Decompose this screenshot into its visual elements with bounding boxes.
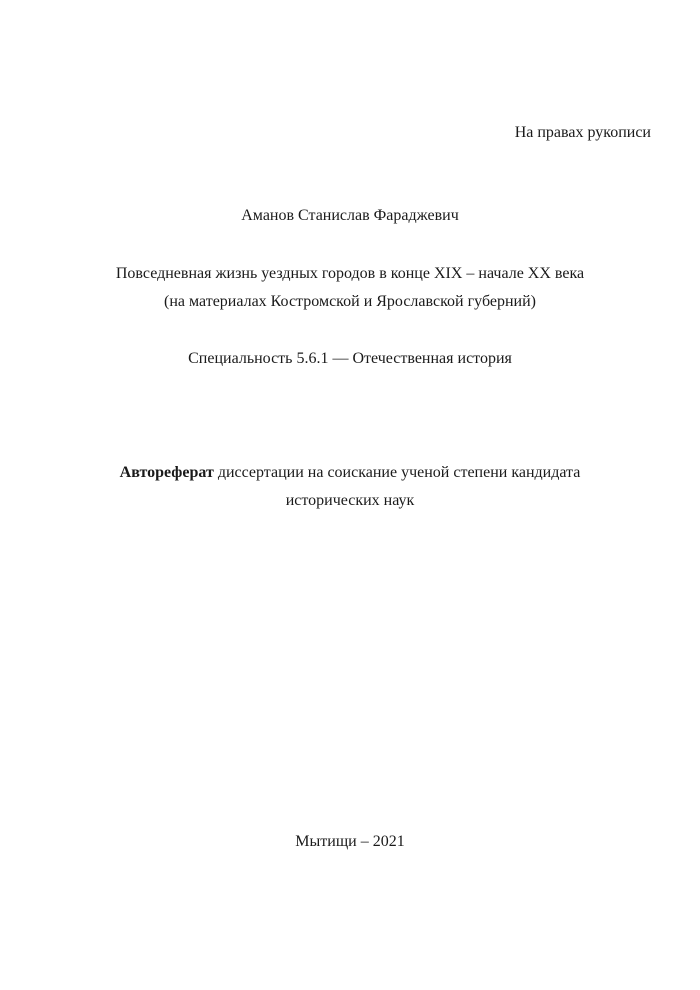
- abstract-line-1: [0, 463, 700, 483]
- abstract-line-1-rest: диссертации на соискание ученой степени кандидата: [213, 464, 581, 481]
- author-name: Аманов Станислав Фараджевич: [241, 207, 459, 224]
- abstract-bold-word: Автореферат: [119, 464, 214, 481]
- place-year: Мытищи – 2021: [295, 833, 405, 850]
- specialty: Специальность 5.6.1 — Отечественная история: [188, 350, 512, 367]
- title-line-2: (на материалах Костромской и Ярославской губерний): [164, 293, 536, 310]
- manuscript-note: На правах рукописи: [514, 124, 651, 141]
- title-line-1: Повседневная жизнь уездных городов в конце XIX – начале XX века: [115, 265, 585, 282]
- abstract-line-2: исторических наук: [285, 492, 415, 509]
